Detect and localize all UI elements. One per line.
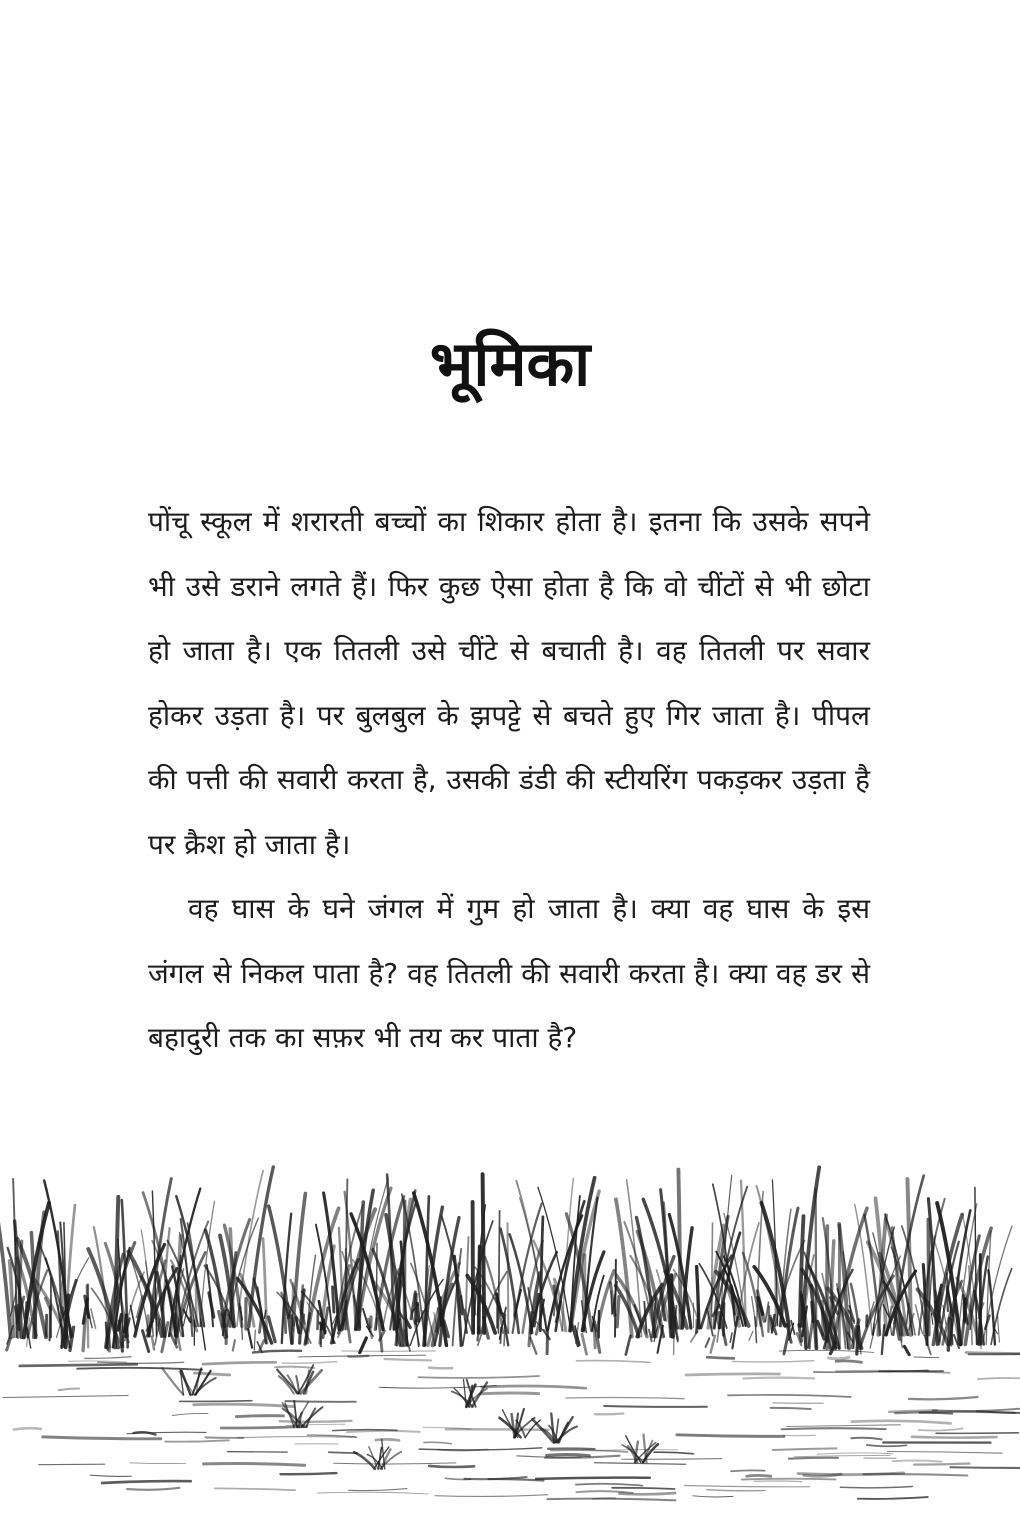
- grass-blades: [0, 1167, 1012, 1355]
- preface-text: [148, 490, 870, 1071]
- paragraph-1: पोंचू स्कूल में शरारती बच्चों का शिकार होता है। इतना कि उसके सपने भी उसे डराने लगते हैं। फिर कुछ ऐसा होता है कि वो चींटों से भी छोटा हो जाता है। एक तितली उसे चींटे से बचाती है। वह तितली पर सवार होकर उड़ता है। पर बुलबुल के झपट्टे से बचते हुए गिर जाता है। पीपल की पत्ती की सवारी करता है, उसकी डंडी की स्टीयरिंग पकड़कर उड़ता है पर क्रैश हो जाता है।: [148, 505, 870, 861]
- page-title: भूमिका: [429, 326, 591, 400]
- ground-strokes: [3, 1350, 1020, 1500]
- grass-sketch-illustration: [0, 1140, 1020, 1540]
- paragraph-2: वह घास के घने जंगल में गुम हो जाता है। क्या वह घास के इस जंगल से निकल पाता है? वह तितली की सवारी करता है। क्या वह डर से बहादुरी तक का सफ़र भी तय कर पाता है?: [148, 892, 870, 1054]
